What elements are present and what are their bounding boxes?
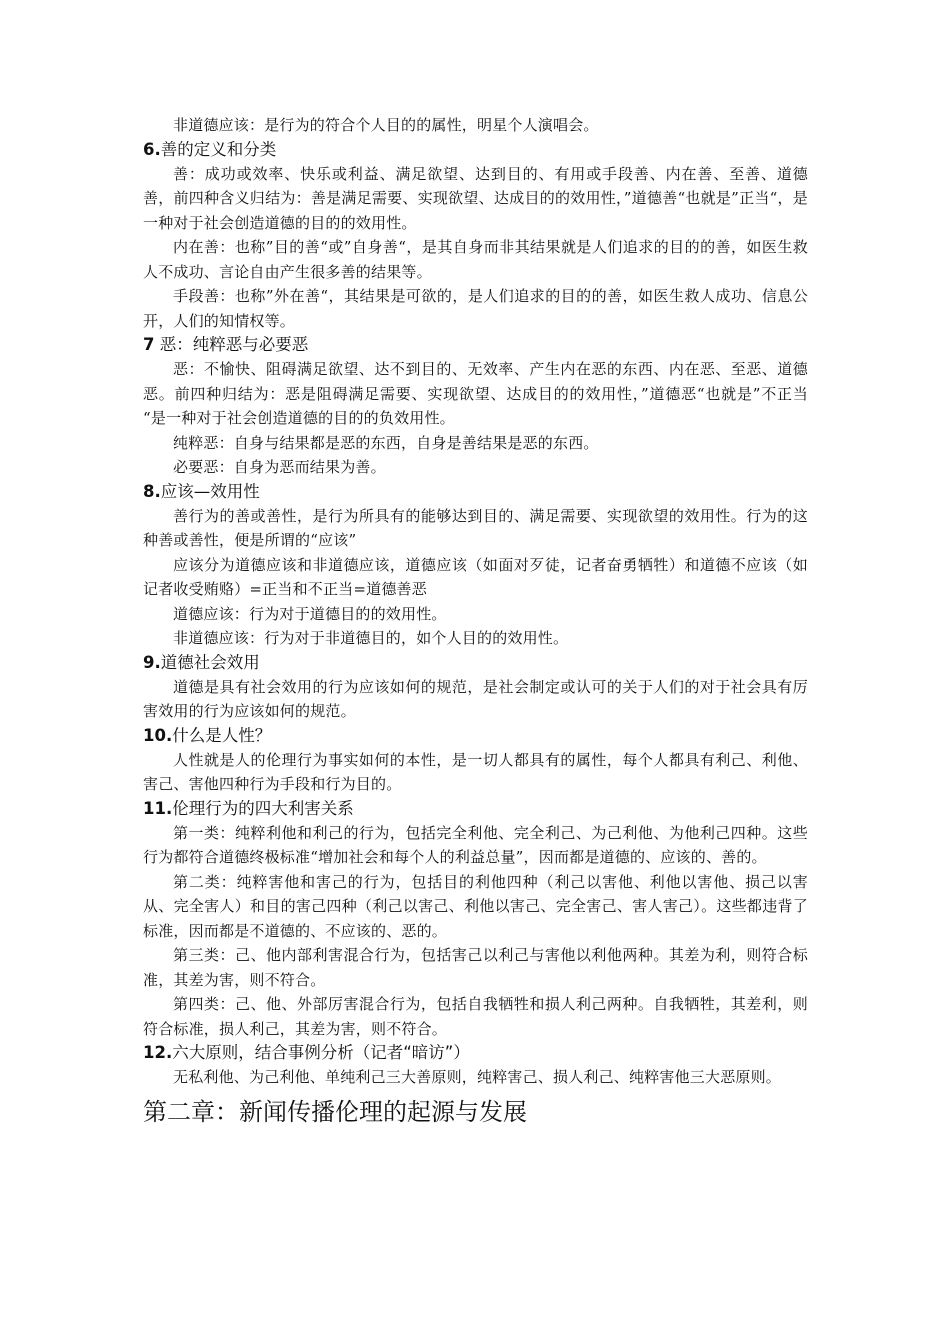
chapter-title: 第二章：新闻传播伦理的起源与发展 <box>143 1097 527 1126</box>
section-number: 6. <box>143 139 161 159</box>
paragraph: 第二类：纯粹害他和害己的行为，包括目的利他四种（利己以害他、利他以害他、损己以害从、完全害人）和目的害己四种（利己以害己、利他以害己、完全害己、害人害己）。这些都违背了标准，因而都是不道德的、不应该的、恶的。 <box>143 872 808 940</box>
paragraph: 善：成功或效率、快乐或利益、满足欲望、达到目的、有用或手段善、内在善、至善、道德善，前四种含义归结为：善是满足需要、实现欲望、达成目的的效用性，”道德善“也就是”正当“，是一种对于社会创造道德的目的的效用性。 <box>143 164 808 232</box>
section-number: 8. <box>143 481 161 501</box>
section-heading <box>143 333 808 357</box>
section-heading <box>143 1041 808 1065</box>
section-number: 11. <box>143 798 173 818</box>
section-title: 道德社会效用 <box>160 652 260 672</box>
section-heading <box>143 138 808 162</box>
section-title: 应该—效用性 <box>160 481 260 501</box>
paragraph: 手段善：也称”外在善“，其结果是可欲的，是人们追求的目的的善，如医生救人成功、信息公开，人们的知情权等。 <box>143 287 808 330</box>
section-number: 10. <box>143 725 173 745</box>
section-title: 伦理行为的四大利害关系 <box>172 798 354 818</box>
section-heading <box>143 480 808 504</box>
section-heading <box>143 724 808 748</box>
section-number: 9. <box>143 652 161 672</box>
paragraph: 非道德应该：是行为的符合个人目的的属性，明星个人演唱会。 <box>173 116 599 134</box>
paragraph: 应该分为道德应该和非道德应该，道德应该（如面对歹徒，记者奋勇牺牲）和道德不应该（如记者收受贿赂）=正当和不正当=道德善恶 <box>143 555 808 598</box>
paragraph: 第一类：纯粹利他和利己的行为，包括完全利他、完全利己、为己利他、为他利己四种。这些行为都符合道德终极标准“增加社会和每个人的利益总量”，因而都是道德的、应该的、善的。 <box>143 823 808 866</box>
paragraph: 善行为的善或善性，是行为所具有的能够达到目的、满足需要、实现欲望的效用性。行为的这种善或善性，便是所谓的“应该” <box>143 506 808 549</box>
paragraph: 第四类：己、他、外部厉害混合行为，包括自我牺牲和损人利己两种。自我牺牲，其差利，则符合标准，损人利己，其差为害，则不符合。 <box>143 995 808 1038</box>
section-heading <box>143 797 808 821</box>
paragraph: 道德是具有社会效用的行为应该如何的规范，是社会制定或认可的关于人们的对于社会具有厉害效用的行为应该如何的规范。 <box>143 677 808 720</box>
section-heading <box>143 651 808 675</box>
paragraph: 人性就是人的伦理行为事实如何的本性，是一切人都具有的属性，每个人都具有利己、利他、害己、害他四种行为手段和行为目的。 <box>143 750 808 793</box>
paragraph: 内在善：也称”目的善“或”自身善“，是其自身而非其结果就是人们追求的目的的善，如医生救人不成功、言论自由产生很多善的结果等。 <box>143 238 808 281</box>
section-title: 什么是人性？ <box>172 725 272 745</box>
section-title: 六大原则，结合事例分析（记者“暗访”） <box>172 1043 470 1062</box>
paragraph: 无私利他、为己利他、单纯利己三大善原则，纯粹害己、损人利己、纯粹害他三大恶原则。 <box>173 1068 782 1086</box>
section-number: 12. <box>143 1043 173 1062</box>
section-number: 7 <box>143 335 155 354</box>
section-title: 善的定义和分类 <box>160 139 277 159</box>
paragraph: 必要恶：自身为恶而结果为善。 <box>173 458 386 476</box>
paragraph: 道德应该：行为对于道德目的的效用性。 <box>173 604 447 623</box>
paragraph: 纯粹恶：自身与结果都是恶的东西，自身是善结果是恶的东西。 <box>173 433 599 452</box>
paragraph: 非道德应该：行为对于非道德目的，如个人目的的效用性。 <box>173 629 569 647</box>
section-title: 恶：纯粹恶与必要恶 <box>154 335 309 354</box>
paragraph: 第三类：己、他内部利害混合行为，包括害己以利己与害他以利他两种。其差为利，则符合标准，其差为害，则不符合。 <box>143 946 808 989</box>
document-page <box>143 113 808 1130</box>
paragraph: 恶：不愉快、阻碍满足欲望、达不到目的、无效率、产生内在恶的东西、内在恶、至恶、道德恶。前四种归结为：恶是阻碍满足需要、实现欲望、达成目的的效用性，”道德恶“也就是”不正当 “是一种对于社会创造道德的目的的负效用性。 <box>143 360 808 427</box>
